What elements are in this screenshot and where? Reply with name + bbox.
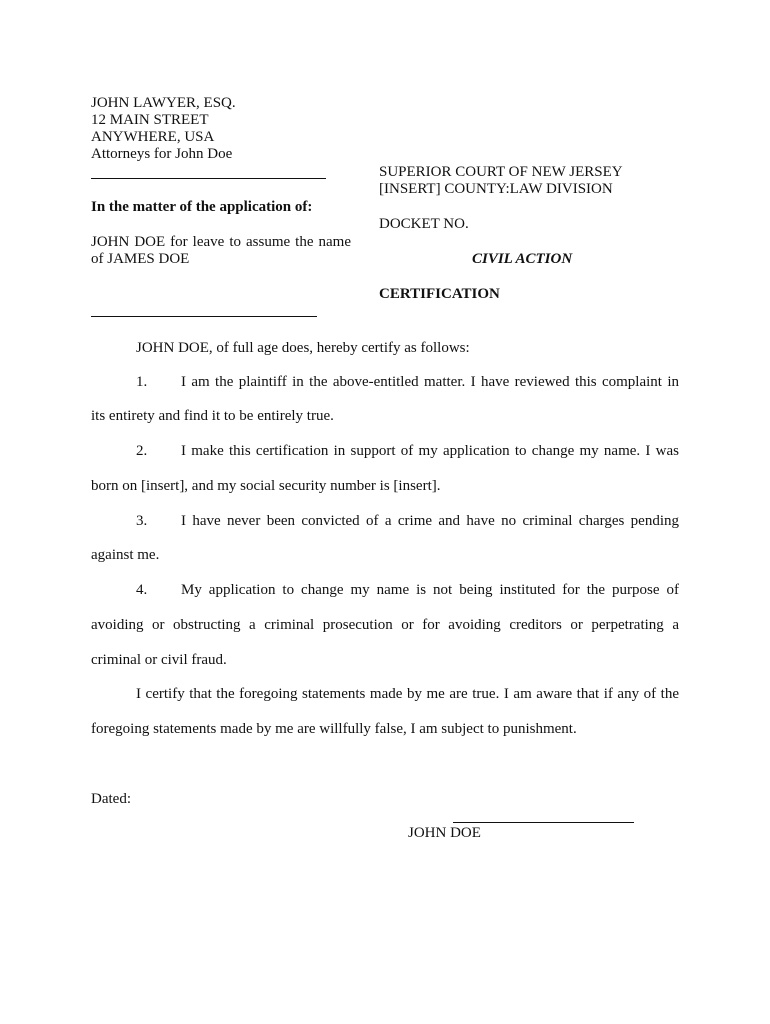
document-title: CERTIFICATION (379, 286, 500, 302)
applicant-line-2: of JAMES DOE (91, 251, 190, 267)
caption-top-rule (91, 178, 326, 179)
docket-label: DOCKET NO. (379, 216, 469, 232)
paragraph-number: 1. (136, 374, 148, 390)
paragraph-number: 3. (136, 513, 148, 529)
paragraph-text: I have never been convicted of a crime and have no criminal charges pending (181, 513, 679, 529)
paragraph-number: 2. (136, 443, 148, 459)
paragraph-4-continuation: avoiding or obstructing a criminal prosecution or for avoiding creditors or perpetrating a (91, 617, 679, 633)
attorney-name: JOHN LAWYER, ESQ. (91, 95, 236, 111)
signer-name: JOHN DOE (408, 825, 481, 841)
attorneys-for: Attorneys for John Doe (91, 146, 233, 162)
court-division: [INSERT] COUNTY:LAW DIVISION (379, 181, 613, 197)
paragraph-4-continuation-2: criminal or civil fraud. (91, 652, 227, 668)
paragraph-2 (91, 443, 679, 460)
attorney-street: 12 MAIN STREET (91, 112, 209, 128)
paragraph-text: My application to change my name is not being instituted for the purpose of (181, 582, 679, 598)
dated-label: Dated: (91, 791, 131, 807)
closing-line-2: foregoing statements made by me are willfully false, I am subject to punishment. (91, 721, 577, 737)
attorney-city: ANYWHERE, USA (91, 129, 215, 145)
paragraph-4 (91, 582, 679, 599)
action-type: CIVIL ACTION (472, 251, 573, 267)
closing-statement (91, 686, 679, 703)
court-name: SUPERIOR COURT OF NEW JERSEY (379, 164, 623, 180)
paragraph-2-continuation: born on [insert], and my social security number is [insert]. (91, 478, 441, 494)
caption-bottom-rule (91, 316, 317, 317)
paragraph-text: I am the plaintiff in the above-entitled matter. I have reviewed this complaint in (181, 374, 679, 390)
paragraph-text: I make this certification in support of my application to change my name. I was (181, 443, 679, 459)
paragraph-3 (91, 513, 679, 530)
signature-line (453, 822, 634, 823)
paragraph-3-continuation: against me. (91, 547, 160, 563)
certification-intro: JOHN DOE, of full age does, hereby certify as follows: (136, 340, 470, 356)
closing-line-1: I certify that the foregoing statements made by me are true. I am aware that if any of the (136, 686, 679, 702)
applicant-line-1: JOHN DOE for leave to assume the name (91, 234, 351, 250)
paragraph-1 (91, 374, 679, 391)
paragraph-number: 4. (136, 582, 148, 598)
matter-heading: In the matter of the application of: (91, 199, 313, 215)
paragraph-1-continuation: its entirety and find it to be entirely true. (91, 408, 334, 424)
